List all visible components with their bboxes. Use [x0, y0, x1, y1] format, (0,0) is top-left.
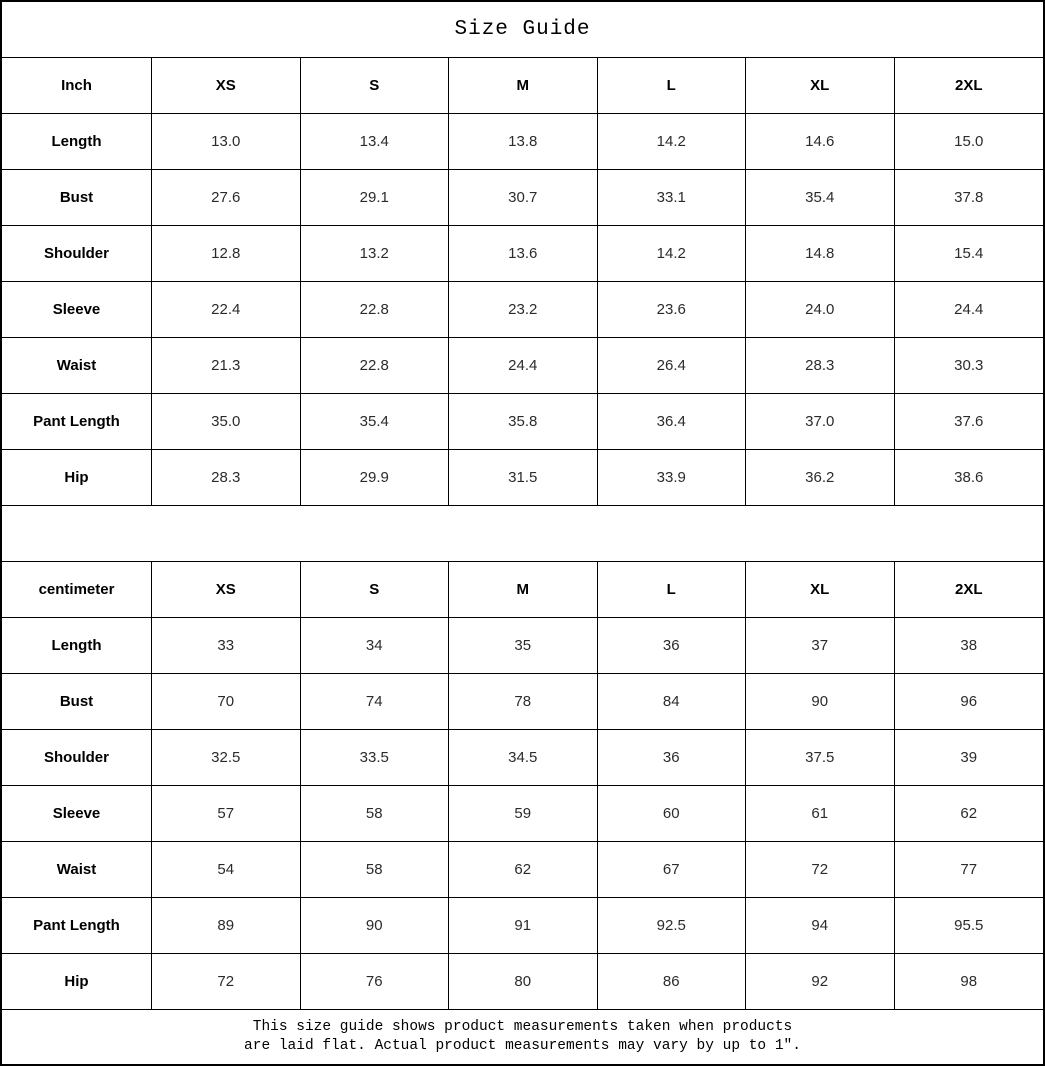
table-row: [2, 898, 1043, 954]
cell-value: 92.5: [598, 898, 747, 953]
cell-value: 29.9: [301, 450, 450, 505]
unit-header-centimeter: centimeter: [2, 562, 152, 617]
cell-value: 13.2: [301, 226, 450, 281]
row-label: Waist: [2, 842, 152, 897]
row-label: Length: [2, 114, 152, 169]
cell-value: 78: [449, 674, 598, 729]
cell-value: 30.3: [954, 357, 984, 374]
cell-value: 37.0: [746, 394, 895, 449]
size-header-m: M: [449, 562, 598, 617]
cell-value: 35: [449, 618, 598, 673]
size-header-xs: XS: [152, 562, 301, 617]
cell-value: 29.1: [301, 170, 450, 225]
size-header-xs: XS: [152, 58, 301, 113]
cell-value: 37: [746, 618, 895, 673]
cell-value: 14.8: [746, 226, 895, 281]
cell-value: 24.0: [746, 282, 895, 337]
table-row: [2, 674, 1043, 730]
table-row: [2, 282, 1043, 338]
cell-value: 34.5: [449, 730, 598, 785]
cell-value: 31.5: [449, 450, 598, 505]
cell-value: 23.2: [449, 282, 598, 337]
row-label: Bust: [2, 170, 152, 225]
cell-value: 13.6: [449, 226, 598, 281]
cell-value: 94: [746, 898, 895, 953]
size-header-xl: XL: [746, 58, 895, 113]
table-row: [2, 954, 1043, 1010]
row-label: Shoulder: [2, 226, 152, 281]
cell-value: 37.8: [954, 189, 984, 206]
cell-value: 34: [301, 618, 450, 673]
size-header-xl: XL: [746, 562, 895, 617]
cell-value: 38: [960, 637, 978, 654]
cell-value: 33.1: [598, 170, 747, 225]
cell-value: 60: [598, 786, 747, 841]
cell-value: 67: [598, 842, 747, 897]
cell-value: 57: [152, 786, 301, 841]
cell-value: 90: [746, 674, 895, 729]
cell-value: 13.0: [152, 114, 301, 169]
cell-value: 15.4: [954, 245, 984, 262]
cell-value: 72: [746, 842, 895, 897]
cell-value: 35.8: [449, 394, 598, 449]
cell-value: 38.6: [954, 469, 984, 486]
cell-value: 23.6: [598, 282, 747, 337]
centimeter-header-row: [2, 562, 1043, 618]
table-row: [2, 730, 1043, 786]
cell-value: 14.2: [598, 226, 747, 281]
footer-note: [2, 1010, 1043, 1064]
table-row: [2, 338, 1043, 394]
size-header-l: L: [598, 58, 747, 113]
cell-value: 28.3: [152, 450, 301, 505]
cell-value: 39: [960, 749, 978, 766]
cell-value: 35.0: [152, 394, 301, 449]
cell-value: 13.8: [449, 114, 598, 169]
row-label: Waist: [2, 338, 152, 393]
cell-value: 21.3: [152, 338, 301, 393]
table-row: [2, 786, 1043, 842]
unit-header-inch: Inch: [2, 58, 152, 113]
cell-value: 98: [960, 973, 978, 990]
cell-value: 62: [960, 805, 978, 822]
cell-value: 27.6: [152, 170, 301, 225]
cell-value: 37.5: [746, 730, 895, 785]
table-row: [2, 226, 1043, 282]
cell-value: 36: [598, 730, 747, 785]
size-header-m: M: [449, 58, 598, 113]
row-label: Sleeve: [2, 282, 152, 337]
size-header-s: S: [301, 562, 450, 617]
cell-value: 58: [301, 842, 450, 897]
size-header-2xl: 2XL: [954, 581, 983, 598]
row-label: Hip: [2, 954, 152, 1009]
cell-value: 84: [598, 674, 747, 729]
cell-value: 14.6: [746, 114, 895, 169]
cell-value: 36: [598, 618, 747, 673]
cell-value: 74: [301, 674, 450, 729]
row-label: Hip: [2, 450, 152, 505]
cell-value: 86: [598, 954, 747, 1009]
cell-value: 58: [301, 786, 450, 841]
page-title: Size Guide: [2, 2, 1043, 58]
row-label: Pant Length: [2, 394, 152, 449]
row-label: Length: [2, 618, 152, 673]
inch-header-row: [2, 58, 1043, 114]
cell-value: 33.5: [301, 730, 450, 785]
cell-value: 90: [301, 898, 450, 953]
row-label: Pant Length: [2, 898, 152, 953]
cell-value: 54: [152, 842, 301, 897]
footer-note-line1: This size guide shows product measurements taken when products: [252, 1019, 793, 1035]
cell-value: 96: [960, 693, 978, 710]
size-header-l: L: [598, 562, 747, 617]
cell-value: 89: [152, 898, 301, 953]
row-label: Sleeve: [2, 786, 152, 841]
table-row: [2, 114, 1043, 170]
cell-value: 15.0: [954, 133, 984, 150]
table-row: [2, 170, 1043, 226]
cell-value: 59: [449, 786, 598, 841]
cell-value: 33: [152, 618, 301, 673]
cell-value: 12.8: [152, 226, 301, 281]
cell-value: 37.6: [954, 413, 984, 430]
cell-value: 28.3: [746, 338, 895, 393]
cell-value: 14.2: [598, 114, 747, 169]
cell-value: 13.4: [301, 114, 450, 169]
cell-value: 22.8: [301, 338, 450, 393]
cell-value: 76: [301, 954, 450, 1009]
size-header-2xl: 2XL: [954, 77, 983, 94]
cell-value: 91: [449, 898, 598, 953]
cell-value: 24.4: [449, 338, 598, 393]
cell-value: 35.4: [746, 170, 895, 225]
cell-value: 35.4: [301, 394, 450, 449]
cell-value: 62: [449, 842, 598, 897]
size-header-s: S: [301, 58, 450, 113]
table-row: [2, 618, 1043, 674]
cell-value: 36.4: [598, 394, 747, 449]
cell-value: 70: [152, 674, 301, 729]
cell-value: 26.4: [598, 338, 747, 393]
cell-value: 33.9: [598, 450, 747, 505]
cell-value: 80: [449, 954, 598, 1009]
cell-value: 77: [960, 861, 978, 878]
cell-value: 95.5: [954, 917, 984, 934]
table-row: [2, 394, 1043, 450]
cell-value: 32.5: [152, 730, 301, 785]
cell-value: 22.4: [152, 282, 301, 337]
footer-note-line2: are laid flat. Actual product measurements may vary by up to 1″.: [244, 1038, 801, 1054]
cell-value: 72: [152, 954, 301, 1009]
table-row: [2, 450, 1043, 506]
cell-value: 22.8: [301, 282, 450, 337]
table-row: [2, 842, 1043, 898]
table-spacer-row: [2, 506, 1043, 562]
row-label: Bust: [2, 674, 152, 729]
cell-value: 24.4: [954, 301, 984, 318]
cell-value: 61: [746, 786, 895, 841]
cell-value: 92: [746, 954, 895, 1009]
row-label: Shoulder: [2, 730, 152, 785]
cell-value: 36.2: [746, 450, 895, 505]
cell-value: 30.7: [449, 170, 598, 225]
